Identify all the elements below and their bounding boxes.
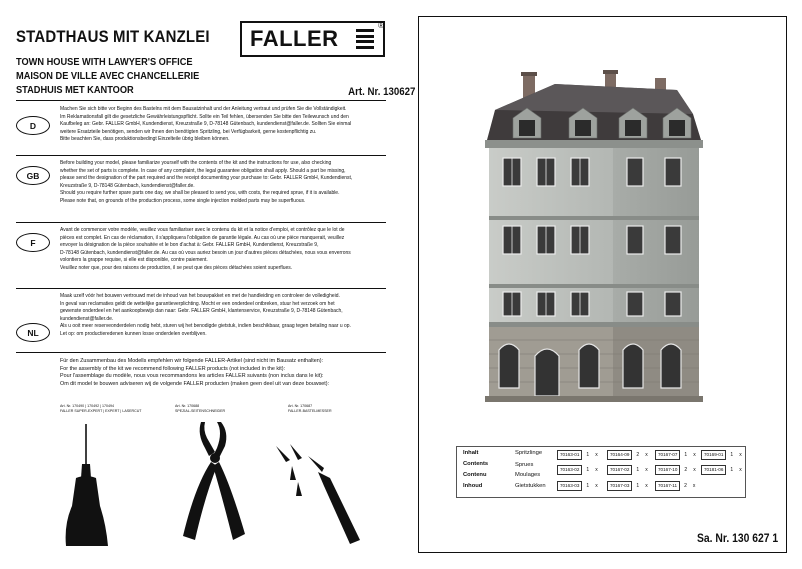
part-qty: 2 (684, 467, 688, 473)
part-entry (655, 465, 696, 475)
part-x: x (693, 467, 696, 473)
part-qty: 1 (586, 452, 590, 458)
lang-block-gb (16, 160, 386, 220)
tool-glue (60, 404, 142, 413)
part-entry (557, 481, 598, 491)
part-qty: 2 (636, 452, 640, 458)
sa-number: Sa. Nr. 130 627 1 (696, 533, 778, 545)
text-line: envoyer la désignation de la pièce souhaitée et le bon d'achat à: Gebr. FALLER GmbH, Kundendienst, Kreuzstraße 9, (60, 242, 319, 249)
part-qty: 1 (636, 467, 640, 473)
parts-label-de: Inhalt (463, 450, 479, 456)
text-line: Should you require further spare parts one day, we shall be pleased to send you, with costs, the required sprue, if it is available. (60, 190, 340, 197)
part-entry (655, 481, 695, 491)
tool-art-nr: Art. Nr. 170490 | 170492 | 170494 (60, 404, 115, 408)
text-line: Let op: om productieredenen kunnen losse onderdelen overblijven. (60, 330, 207, 337)
text-line: D-78148 Gütenbach, kundendienst@faller.de. Au cas où vous auriez besoin un jour d'autres pièces détachées, nous vous enverrons (60, 249, 351, 256)
part-qty: 1 (586, 467, 590, 473)
text-line: Kaufbeleg an: Gebr. FALLER GmbH, Kundendienst, Kreuzstraße 9, D-78148 Gütenbach, kundendienst@faller.de. Sollten Sie einmal (60, 121, 352, 128)
divider (16, 155, 386, 156)
text-line: For the assembly of the kit we recommend following FALLER products (not included in the kit): (60, 365, 286, 372)
text-line: Kreuzstraße 9, D-78148 Gütenbach, kundendienst@faller.de. (60, 182, 195, 189)
parts-label-en: Contents (463, 461, 489, 467)
part-number: 70181-06 (701, 465, 726, 475)
subtitle-en: TOWN HOUSE WITH LAWYER'S OFFICE (16, 56, 193, 68)
lang-badge-nl: NL (16, 323, 50, 342)
text-line: Für den Zusammenbau des Modells empfehlen wir folgende FALLER-Artikel (sind nicht im Bausatz enthalten): (60, 358, 324, 364)
part-x: x (692, 483, 696, 489)
logo-text: FALLER (250, 26, 339, 51)
tool-side-cutter (175, 404, 225, 413)
text-line: pièces est complet. En cas de réclamation, il s'appliquera l'obligation de garantie légale. Au cas où une pièce manquerait, veuillez (60, 234, 345, 241)
text-line: Om dit model te bouwen adviseren wij de volgende FALLER producten (maken geen deel uit van deze bouwset): (60, 380, 330, 387)
lang-block-f (16, 227, 386, 287)
divider (16, 222, 386, 223)
part-entry (701, 465, 742, 475)
part-number: 70167-03 (607, 481, 632, 491)
part-x: x (645, 483, 648, 489)
part-number: 70167-10 (655, 465, 680, 475)
parts-table (456, 446, 746, 498)
side-cutter-icon (175, 416, 255, 551)
lang-text-gb (60, 160, 391, 206)
part-entry (701, 450, 742, 460)
text-line: Maak uzelf vóór het bouwen vertrouwd met de inhoud van het bouwpakket en met de handleiding en controleer de volledigheid. (60, 293, 340, 299)
tool-name: FALLER-BASTELMESSER (288, 408, 332, 413)
text-line: gewenste onderdeel en het aankoopbewijs dan naar: Gebr. FALLER GmbH, klantenservice, Kreuzstraße 9, D-78148 Gütenbach, (60, 308, 343, 315)
lang-badge-de: D (16, 116, 50, 135)
text-line: weitere Ersatzteile benötigen, senden wir Ihnen den benötigten Spritzling, bei Verfügbarkeit, gerne kostenpflichtig zu. (60, 128, 317, 135)
lang-text-de (60, 106, 391, 144)
tool-hobby-knife (288, 404, 332, 413)
part-x: x (739, 467, 742, 473)
part-qty: 1 (684, 452, 688, 458)
hobby-knife-icon (268, 416, 368, 546)
tool-art-nr: Art. Nr. 170687 (288, 404, 313, 408)
header-rule (16, 100, 386, 101)
part-number: 70169-01 (701, 450, 726, 460)
text-line: Als u ooit meer reserveonderdelen nodig hebt, sturen wij het benodigde gietstuk, indien beschikbaar, graag tegen betaling naar u op. (60, 323, 351, 330)
subtitles (16, 55, 199, 97)
tools-intro (60, 358, 390, 388)
lang-text-nl (60, 293, 391, 339)
part-number: 70163-01 (557, 450, 582, 460)
page-title: STADTHAUS MIT KANZLEI (16, 27, 210, 46)
registered-mark: ® (378, 21, 384, 30)
part-x: x (595, 452, 598, 458)
parts-label-nl: Inhoud (463, 483, 483, 489)
tool-name: SPEZIAL-SEITENSCHNEIDER (175, 408, 226, 413)
subtitle-nl: STADHUIS MET KANTOOR (16, 84, 134, 96)
part-number: 70167-02 (607, 465, 632, 475)
part-x: x (693, 452, 696, 458)
lang-text-f (60, 227, 391, 273)
part-x: x (645, 467, 648, 473)
part-qty: 2 (684, 483, 687, 489)
text-line: In geval van reclamaties geldt de wettelijke garantieverplichting. Mocht er een onderdeel ontbreken, stuur het verzoek om het (60, 300, 335, 307)
text-line: Veuillez noter que, pour des raisons de production, il se peut que des pièces détachées soient superflues. (60, 264, 293, 271)
text-line: Please note that, on grounds of the production process, some single injection molded parts may be superfluous. (60, 197, 306, 204)
text-line: Before building your model, please familiarize yourself with the contents of the kit and the instructions for use, also checking (60, 160, 332, 166)
parts-sub-fr: Moulages (515, 472, 541, 478)
parts-sub-nl: Gietstukken (515, 483, 546, 489)
divider (16, 288, 386, 289)
lang-block-nl (16, 293, 386, 348)
parts-sub-en: Sprues (515, 462, 534, 468)
text-line: Avant de commencer votre modèle, veuillez vous familiariser avec le contenu du kit et la notice d'emploi, et contrôlez que le lot de (60, 227, 345, 233)
part-qty: 1 (730, 467, 734, 473)
part-number: 70167-11 (655, 481, 680, 491)
part-x: x (595, 467, 598, 473)
tool-name: FALLER SUPER-EXPERT | EXPERT | LASERCUT (60, 408, 142, 413)
part-x: x (595, 483, 598, 489)
lang-badge-f: F (16, 233, 50, 252)
product-photo-building (455, 70, 730, 430)
part-entry (607, 450, 648, 460)
article-number: Art. Nr. 130627 (347, 86, 415, 98)
part-entry (655, 450, 696, 460)
part-qty: 1 (636, 483, 640, 489)
lang-block-de (16, 106, 386, 156)
text-line: Im Reklamationsfall gilt die gesetzliche Gewährleistungspflicht. Sollte ein Teil fehlen, übersenden Sie bitte den Teilewunsch und den (60, 113, 349, 120)
text-line: kundendienst@faller.de. (60, 315, 114, 322)
parts-label-fr: Contenu (463, 472, 487, 478)
text-line: whether the set of parts is complete. In case of any complaint, the legal guarantee obligation shall apply. Should a part be missing, (60, 167, 346, 174)
part-entry (557, 450, 598, 460)
part-entry (607, 465, 648, 475)
part-number: 70163-03 (557, 481, 582, 491)
text-line: Pour l'assemblage du modèle, nous vous recommandons les articles FALLER suivants (non inclus dans le kit): (60, 373, 324, 380)
subtitle-fr: MAISON DE VILLE AVEC CHANCELLERIE (16, 70, 200, 82)
tool-art-nr: Art. Nr. 170688 (175, 404, 200, 408)
text-line: Bitte beachten Sie, dass produktionsbedingt Einzelteile übrig bleiben können. (60, 136, 230, 143)
part-qty: 1 (586, 483, 590, 489)
part-number: 70164-09 (607, 450, 632, 460)
part-qty: 1 (730, 452, 734, 458)
lang-badge-gb: GB (16, 166, 50, 185)
logo-bars-icon (356, 29, 374, 49)
part-entry (607, 481, 648, 491)
part-x: x (739, 452, 742, 458)
part-entry (557, 465, 598, 475)
text-line: volontiers la grappe requise, si elle est disponible, contre paiement. (60, 257, 208, 264)
part-x: x (645, 452, 648, 458)
glue-bottle-icon (60, 416, 140, 556)
section-rule (16, 352, 386, 353)
faller-logo (240, 21, 385, 57)
part-number: 70163-02 (557, 465, 582, 475)
text-line: please send the designation of the part required and the receipt documenting your purchase to: Gebr. FALLER GmbH, Kundendienst, (60, 175, 353, 182)
part-number: 70167-07 (655, 450, 680, 460)
parts-sub-de: Spritzlinge (515, 450, 543, 456)
text-line: Machen Sie sich bitte vor Beginn des Bastelns mit dem Bausatzinhalt und der Anleitung vertraut und prüfen Sie die Vollständigkeit. (60, 106, 347, 112)
